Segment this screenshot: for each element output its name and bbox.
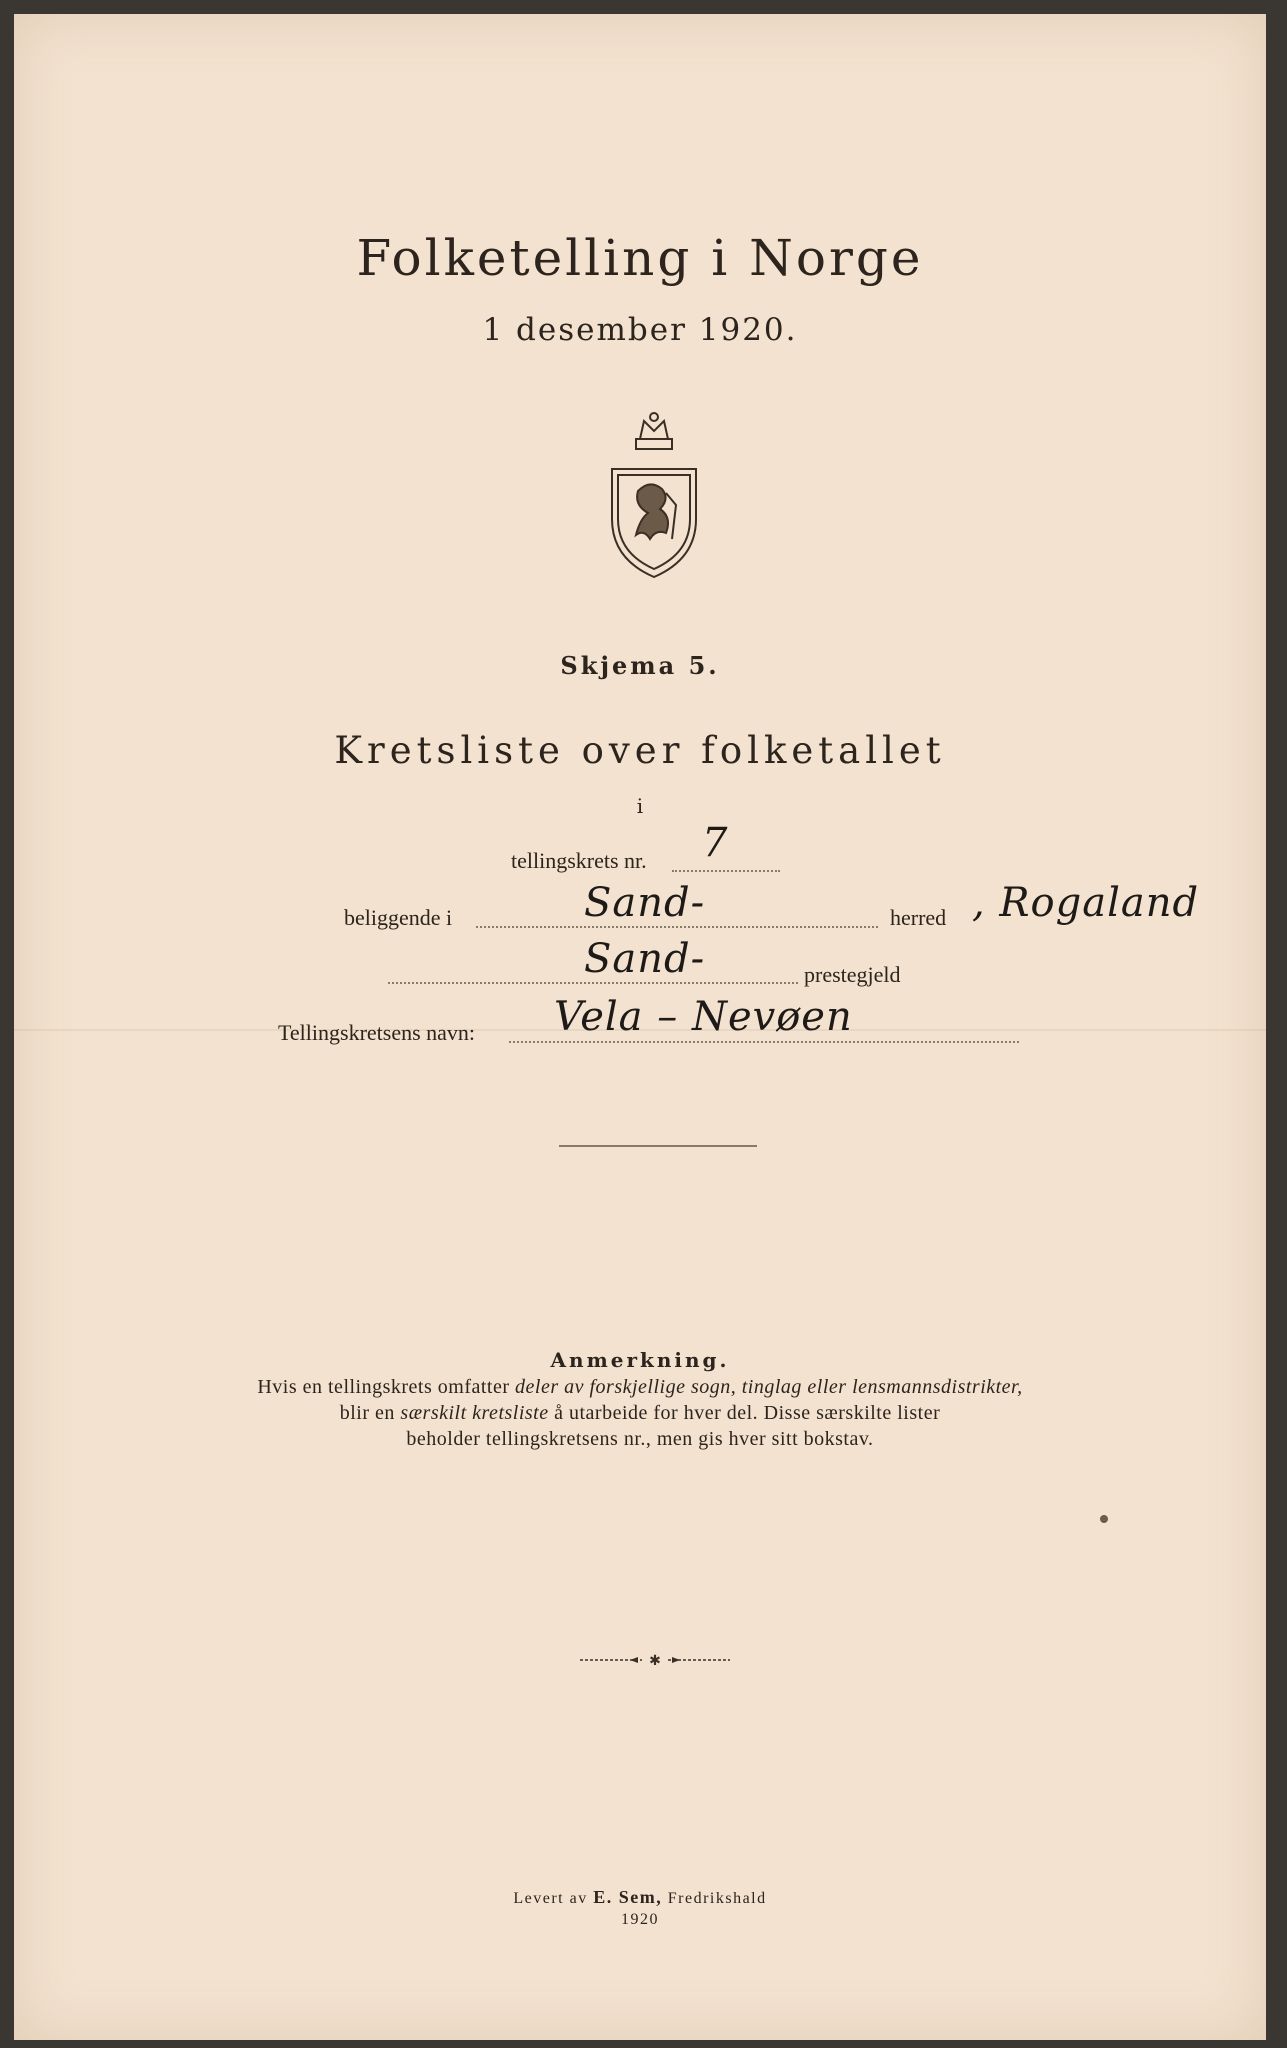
note-line-2-italic: særskilt kretsliste [400, 1402, 549, 1424]
ink-speck [1100, 1515, 1108, 1523]
tellingskrets-value: 7 [702, 820, 729, 866]
note-line-1-text: Hvis en tellingskrets omfatter [257, 1376, 516, 1398]
prestegjeld-label: prestegjeld [804, 962, 901, 987]
form-heading: Kretsliste over folketallet [334, 729, 946, 772]
krets-name-value: Vela – Nevøen [554, 994, 853, 1040]
note-line-2-text-a: blir en [339, 1402, 401, 1424]
document-date: 1 desember 1920. [482, 312, 798, 348]
norwegian-coat-of-arms-icon [600, 409, 708, 579]
tellingskrets-line [672, 870, 780, 872]
printer-year: 1920 [621, 1911, 659, 1928]
note-line-2-text-b: å utarbeide for hver del. Disse særskilte lister [548, 1402, 941, 1424]
note-line-3: beholder tellingskretsens nr., men gis hver sitt bokstav. [406, 1428, 874, 1450]
beliggende-label: beliggende i [344, 905, 453, 930]
printer-prefix: Levert av [513, 1890, 594, 1907]
note-line-2 [14, 1402, 1266, 1425]
beliggende-line [476, 926, 878, 928]
krets-name-line [509, 1041, 1019, 1043]
county-value: , Rogaland [972, 880, 1200, 926]
tellingskrets-label: tellingskrets nr. [511, 848, 647, 873]
section-divider [559, 1145, 757, 1147]
prestegjeld-line [388, 982, 798, 984]
krets-name-label: Tellingskretsens navn: [278, 1020, 476, 1045]
note-line-1 [14, 1376, 1266, 1399]
preposition: i [636, 794, 644, 818]
herred-label: herred [890, 905, 947, 930]
svg-text:✱: ✱ [649, 1654, 661, 1666]
schema-number: Skjema 5. [560, 651, 720, 680]
note-line-1-italic: deler av forskjellige sogn, tinglag eller lensmannsdistrikter, [515, 1376, 1023, 1398]
document-title: Folketelling i Norge [356, 229, 924, 287]
printer-city: Fredrikshald [662, 1890, 767, 1907]
printer-credit [14, 1887, 1266, 1908]
beliggende-value: Sand- [584, 880, 706, 926]
ornament-divider-icon [580, 1654, 730, 1666]
printer-name: E. Sem, [593, 1887, 663, 1907]
note-heading: Anmerkning. [550, 1348, 730, 1372]
prestegjeld-value: Sand- [584, 936, 706, 982]
census-form-page [14, 14, 1266, 2040]
